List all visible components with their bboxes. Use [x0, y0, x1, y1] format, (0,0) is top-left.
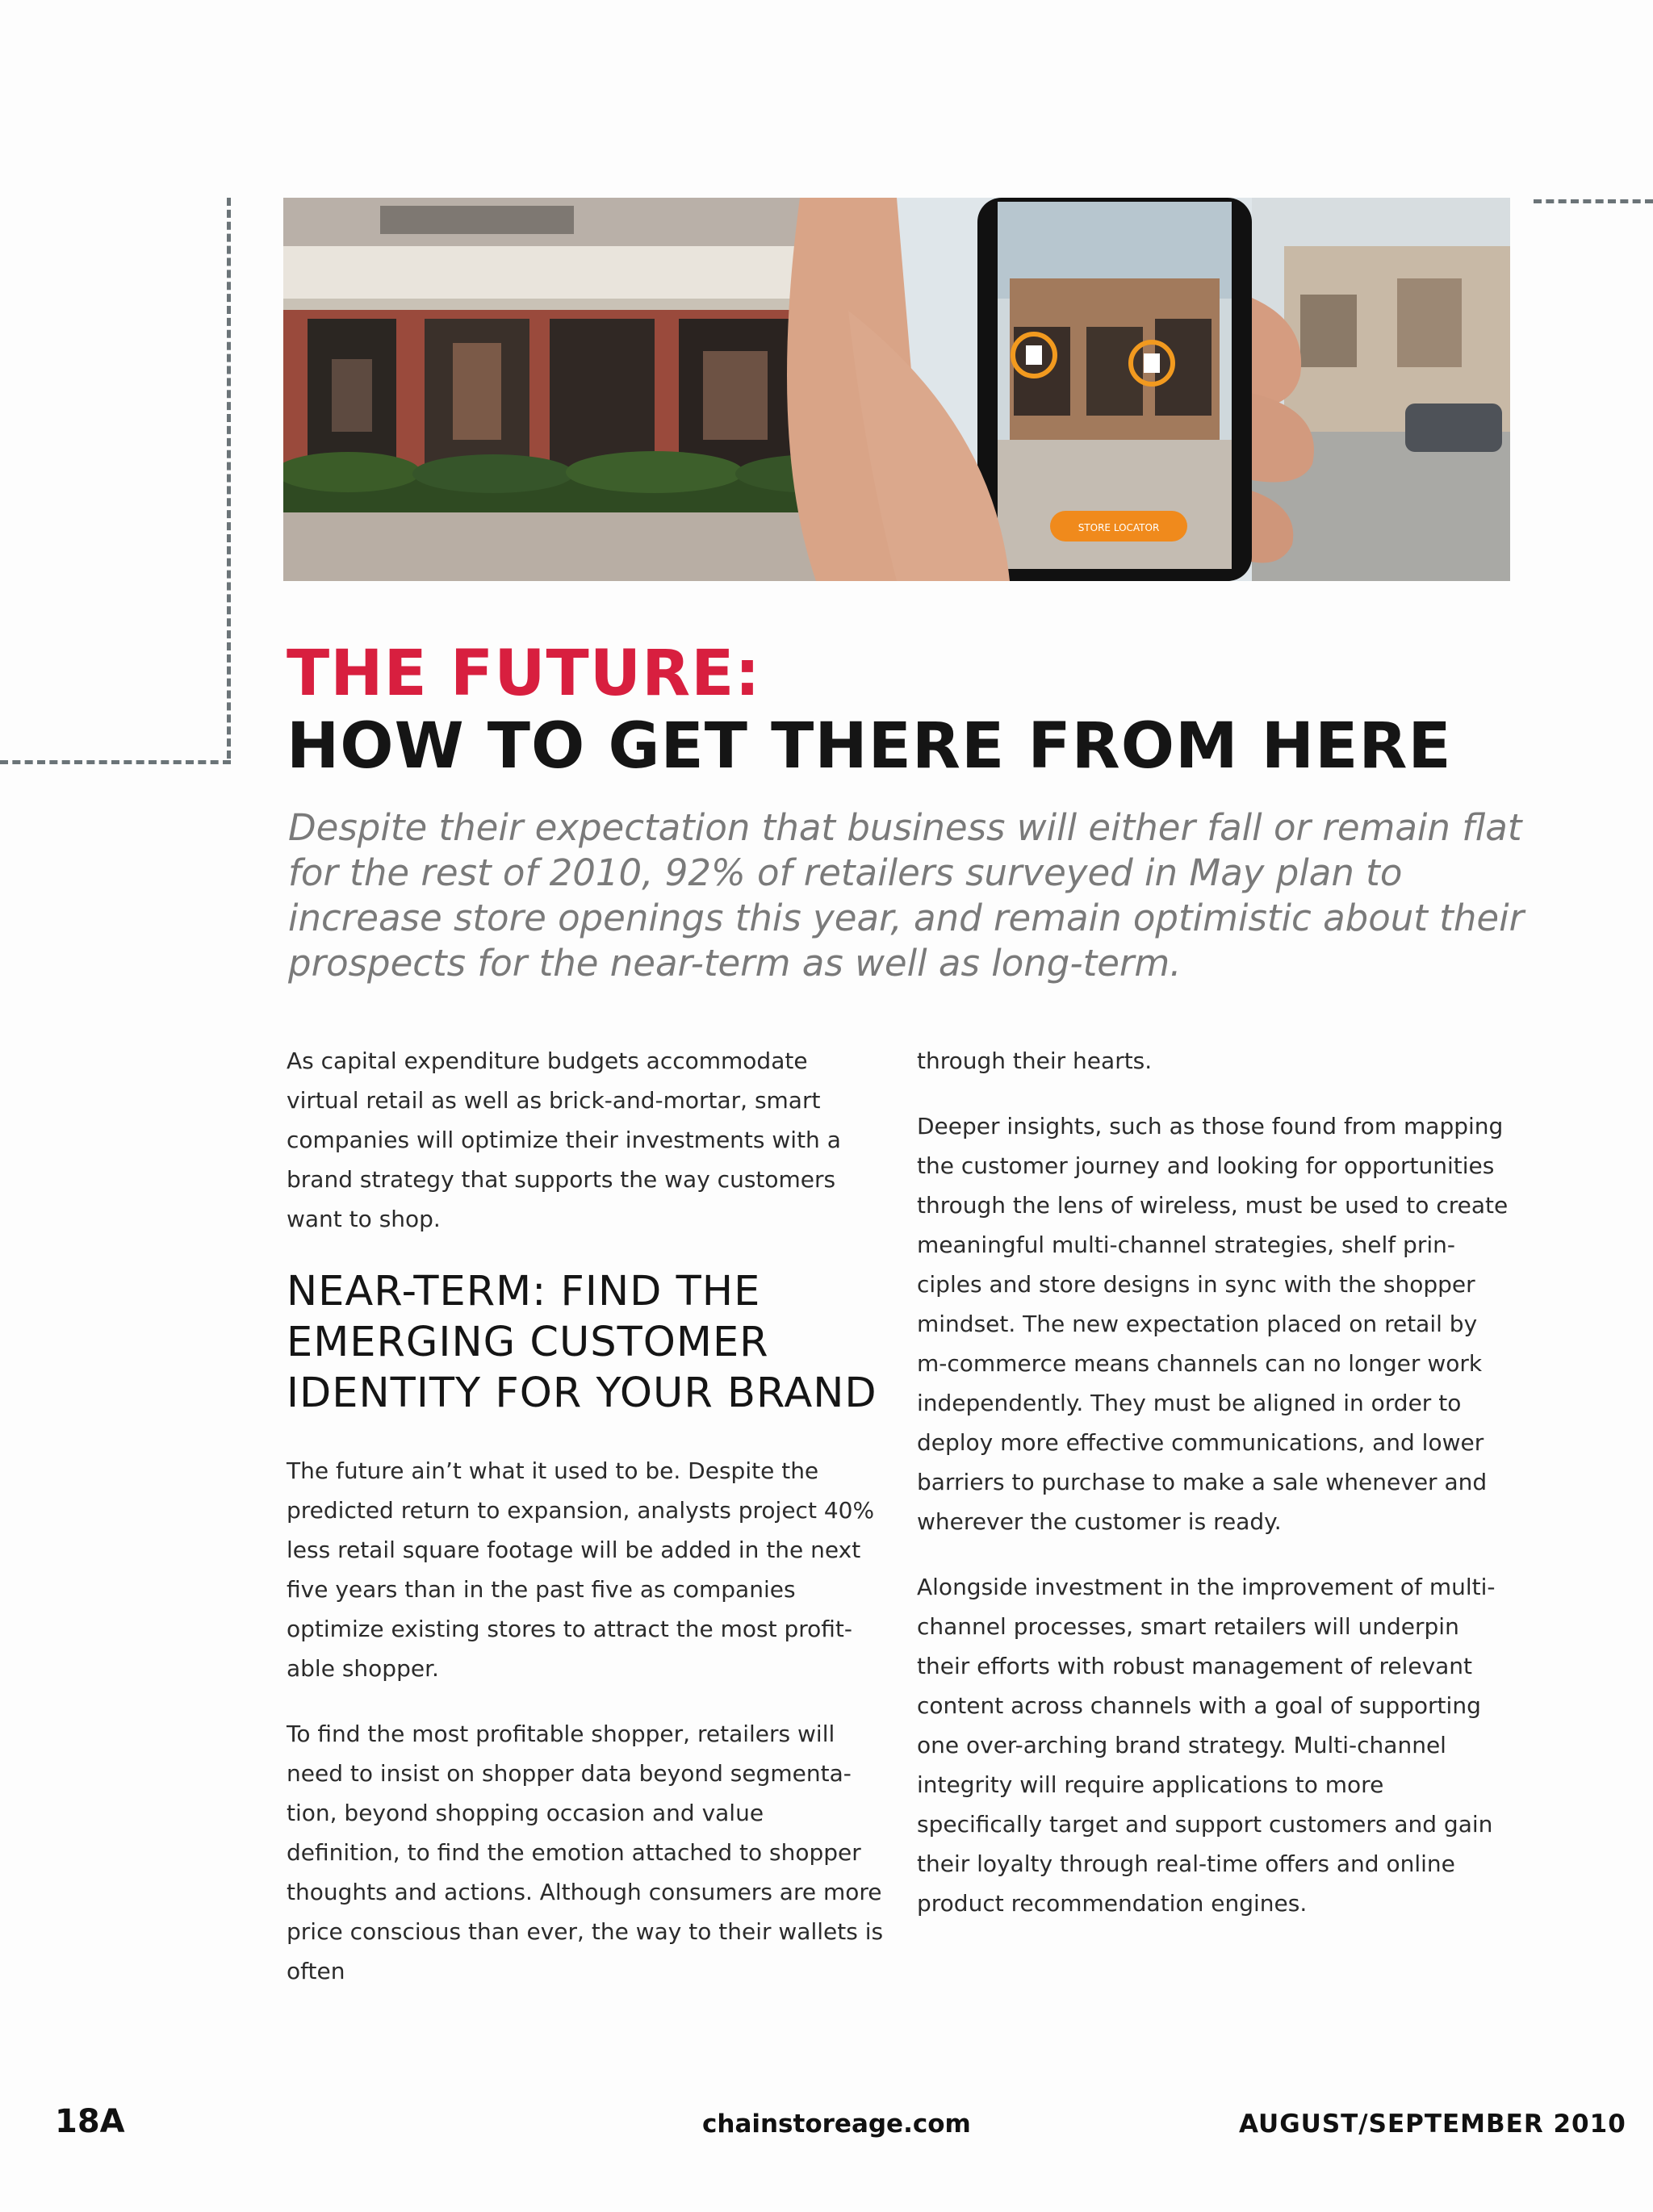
hero-image — [283, 198, 1510, 581]
paragraph: through their hearts. — [917, 1047, 1153, 1074]
decorative-dashed-line-vertical — [227, 198, 231, 759]
store-locator-label: STORE LOCATOR — [1078, 522, 1160, 533]
paragraph: Deeper insights, such as those found from mapping the customer journey and looking for opportunities through the lens of wireless, must be used to create meaningful multi-channel strategies, shelf prin-ciples and store designs in sync with the shopper mindset. The new expectation placed on retail by m-commerce means channels can no longer work independently. They must be aligned in order to deploy more effective communications, and lower barriers to purchase to make a sale whenever and wherever the customer is ready. — [917, 1113, 1509, 1535]
article-title: HOW TO GET THERE FROM HERE — [287, 710, 1452, 783]
article-column-right — [917, 1041, 1514, 1949]
footer-issue-date: AUGUST/SEPTEMBER 2010 — [1239, 2110, 1626, 2139]
paragraph: As capital expenditure budgets accommodate virtual retail as well as brick-and-mortar, smart companies will optimize their investments with a brand strategy that supports the way customers want to shop. — [287, 1047, 841, 1232]
decorative-dashed-line-right — [1534, 199, 1653, 203]
paragraph: To find the most profitable shopper, retailers will need to insist on shopper data beyond segmenta-tion, beyond shopping occasion and value definition, to find the emotion attached to shopper thoughts and actions. Although consumers are more price conscious than ever, the way to their wallets is often — [287, 1721, 884, 1984]
footer-site: chainstoreage.com — [702, 2110, 971, 2139]
decorative-dashed-line-left — [0, 760, 231, 764]
page-number: 18A — [55, 2103, 125, 2140]
paragraph: Alongside investment in the improvement of multi-channel processes, smart retailers will underpin their efforts with robust management of relevant content across channels with a goal of supporting one over-arching brand strategy. Multi-channel integrity will require applications to more specifically target and support customers and gain their loyalty through real-time offers and online product recommendation engines. — [917, 1574, 1496, 1917]
article-kicker: THE FUTURE: — [287, 638, 761, 710]
section-subhead: NEAR-TERM: FIND THE EMERGING CUSTOMER IDENTITY FOR YOUR BRAND — [287, 1268, 877, 1417]
article-column-left — [287, 1041, 884, 2017]
article-deck: Despite their expectation that business will either fall or remain flat for the rest of 2010, 92% of retailers surveyed in May plan to increase store openings this year, and remain optimistic about their prospects for the near-term as well as long-term. — [288, 806, 1525, 985]
paragraph: The future ain’t what it used to be. Despite the predicted return to expansion, analysts project 40% less retail square footage will be added in the next five years than in the past five as companies optimize existing stores to attract the most profit-able shopper. — [287, 1457, 875, 1682]
